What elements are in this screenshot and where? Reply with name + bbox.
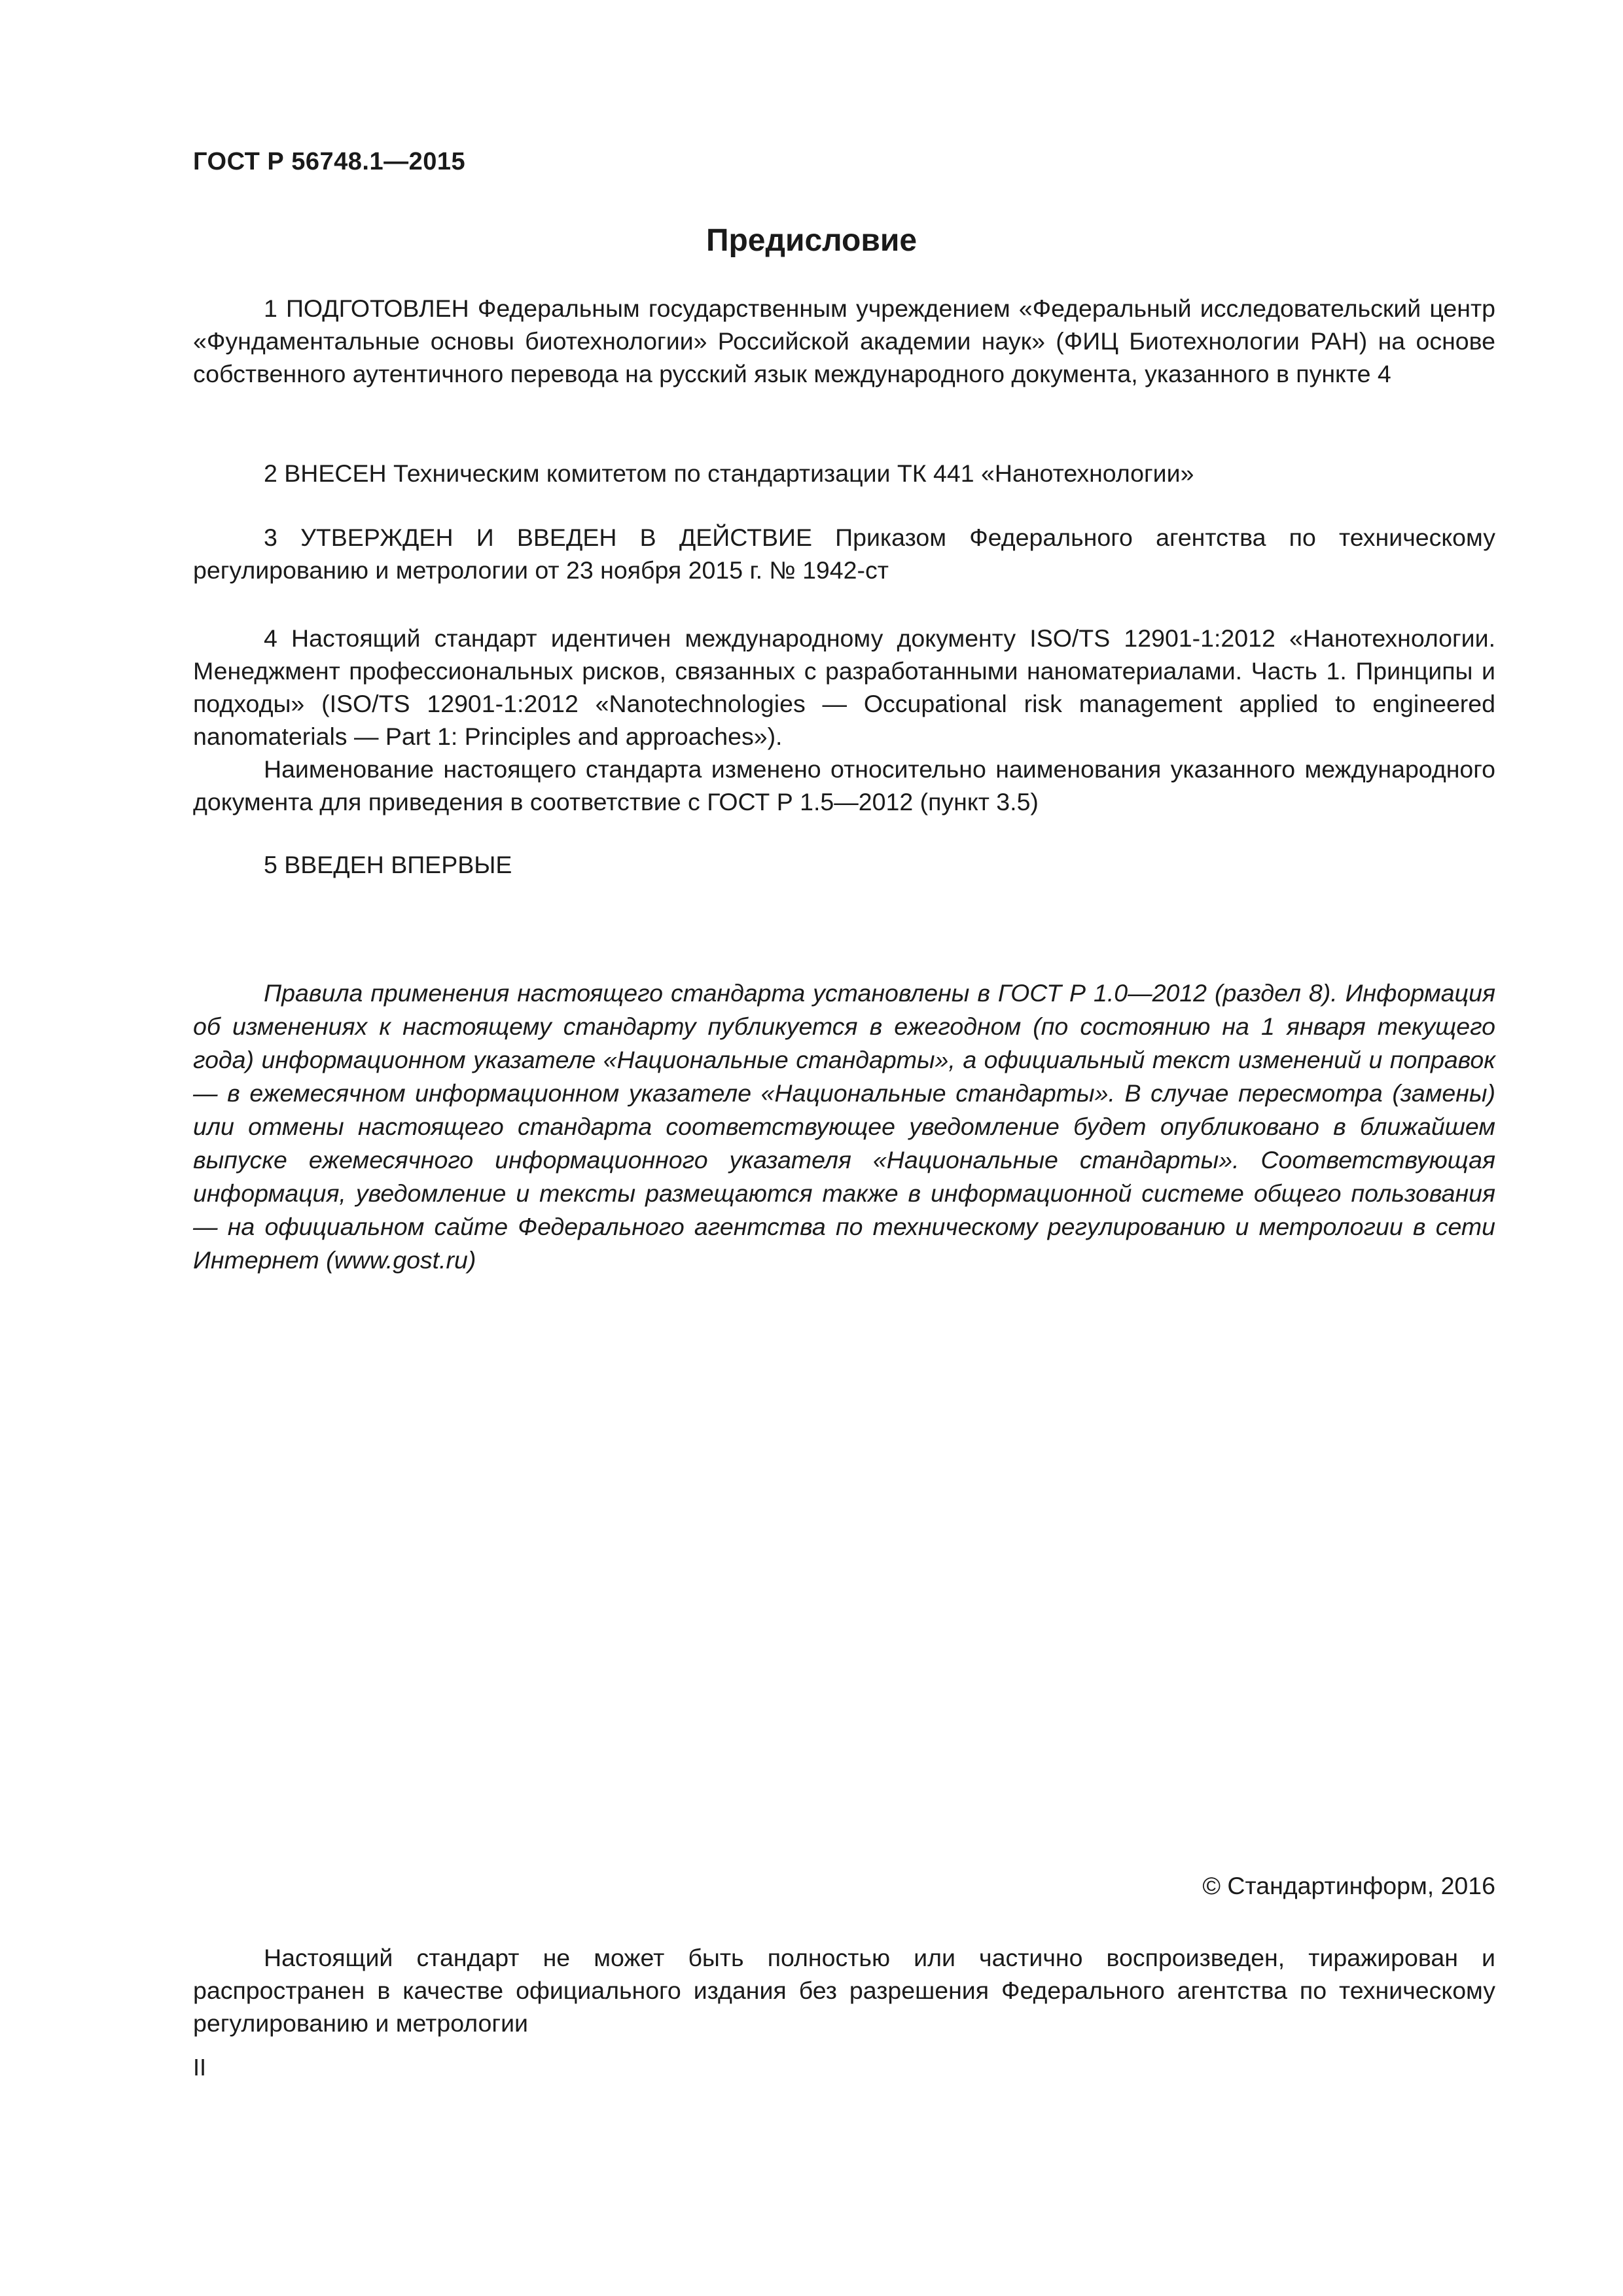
application-rules-notice: Правила применения настоящего стандарта установлены в ГОСТ Р 1.0—2012 (раздел 8). Информация об изменениях к настоящему стандарту публикуется в ежегодном (по состоянию на 1 января текущего года) информационном указателе «Национальные стандарты», а официальный текст изменений и поправок — в ежемесячном информационном указателе «Национальные стандарты». В случае пересмотра (замены) или отмены настоящего стандарта соответствующее уведомление будет опубликовано в ближайшем выпуске ежемесячного информационного указателя «Национальные стандарты». Соответствующая информация, уведомление и тексты размещаются также в информационной системе общего пользования — на официальном сайте Федерального агентства по техническому регулированию и метрологии в сети Интернет (www.gost.ru) — [193, 979, 1495, 1274]
reproduction-disclaimer: Настоящий стандарт не может быть полностью или частично воспроизведен, тиражирован и распространен в качестве официального издания без разрешения Федерального агентства по техническому регулированию и метрологии — [193, 1944, 1495, 2037]
foreword-item-5 — [193, 848, 1495, 881]
foreword-item-text: 4 Настоящий стандарт идентичен международному документу ISO/TS 12901-1:2012 «Нанотехнологии. Менеджмент профессиональных рисков, связанных с разработанными наноматериалами. Часть 1. Принципы и подходы» (ISO/TS 12901-1:2012 «Nanotechnologies — Occupational risk management applied to engineered nanomaterials — Part 1: Principles and approaches»). — [193, 624, 1495, 750]
foreword-item-text: 2 ВНЕСЕН Техническим комитетом по стандартизации ТК 441 «Нанотехнологии» — [264, 459, 1194, 487]
foreword-item-text: 5 ВВЕДЕН ВПЕРВЫЕ — [264, 851, 512, 878]
foreword-item-continuation: Наименование настоящего стандарта изменено относительно наименования указанного международного документа для приведения в соответствие с ГОСТ Р 1.5—2012 (пункт 3.5) — [193, 755, 1495, 816]
foreword-item-1 — [193, 292, 1495, 390]
foreword-item-text: 3 УТВЕРЖДЕН И ВВЕДЕН В ДЕЙСТВИЕ Приказом Федерального агентства по техническому регулированию и метрологии от 23 ноября 2015 г. № 1942-ст — [193, 524, 1495, 584]
page-number: II — [193, 2054, 207, 2081]
document-code: ГОСТ Р 56748.1—2015 — [193, 148, 466, 175]
foreword-item-3 — [193, 521, 1495, 586]
foreword-item-4 — [193, 622, 1495, 818]
foreword-item-text: 1 ПОДГОТОВЛЕН Федеральным государственным учреждением «Федеральный исследовательский центр «Фундаментальные основы биотехнологии» Российской академии наук» (ФИЦ Биотехнологии РАН) на основе собственного аутентичного перевода на русский язык международного документа, указанного в пункте 4 — [193, 295, 1495, 387]
foreword-item-2 — [193, 457, 1495, 490]
page-title: Предисловие — [705, 223, 918, 258]
copyright-line: © Стандартинформ, 2016 — [1202, 1872, 1495, 1899]
